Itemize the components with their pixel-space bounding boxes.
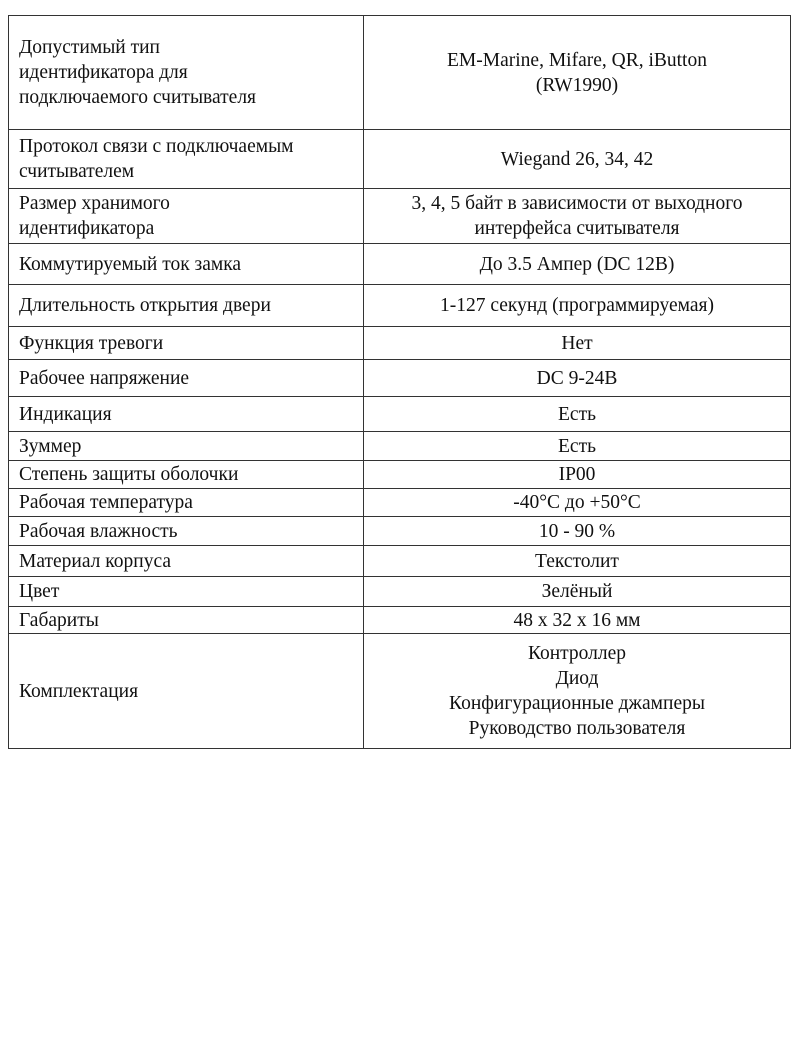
table-row xyxy=(9,607,791,634)
label-line: Цвет xyxy=(19,581,60,602)
value-line: Нет xyxy=(561,332,593,354)
table-row xyxy=(9,360,791,397)
value-line: 10 - 90 % xyxy=(538,520,616,542)
row-label xyxy=(9,461,364,489)
row-label xyxy=(9,285,364,327)
value-line: (RW1990) xyxy=(535,74,619,96)
row-label xyxy=(9,189,364,244)
row-value xyxy=(364,16,791,130)
value-line: DC 9-24В xyxy=(536,367,618,389)
row-label xyxy=(9,360,364,397)
row-label xyxy=(9,607,364,634)
row-value xyxy=(364,517,791,546)
row-label xyxy=(9,489,364,517)
row-value xyxy=(364,327,791,360)
row-value xyxy=(364,577,791,607)
row-value xyxy=(364,432,791,461)
table-row xyxy=(9,517,791,546)
value-line: Зелёный xyxy=(541,581,613,602)
row-label xyxy=(9,517,364,546)
label-line: Размер хранимого xyxy=(19,193,170,214)
row-label xyxy=(9,327,364,360)
row-label xyxy=(9,577,364,607)
label-line: Материал корпуса xyxy=(19,550,172,572)
label-line: Степень защиты оболочки xyxy=(19,464,239,485)
table-row xyxy=(9,189,791,244)
value-line: 3, 4, 5 байт в зависимости от выходного xyxy=(411,193,743,214)
value-line: Текстолит xyxy=(535,550,619,572)
label-line: Рабочая влажность xyxy=(19,520,178,542)
row-value xyxy=(364,546,791,577)
label-line: Рабочая температура xyxy=(19,492,193,513)
value-line: Руководство пользователя xyxy=(468,718,686,739)
table-row xyxy=(9,16,791,130)
value-line: EM-Marine, Mifare, QR, iButton xyxy=(447,49,707,71)
label-line: подключаемого считывателя xyxy=(19,87,257,108)
label-line: Протокол связи с подключаемым xyxy=(19,136,294,157)
value-line: 48 х 32 х 16 мм xyxy=(513,609,641,631)
row-value xyxy=(364,607,791,634)
value-line: Диод xyxy=(555,668,599,689)
row-label xyxy=(9,634,364,749)
table-row xyxy=(9,130,791,189)
table-row xyxy=(9,327,791,360)
table-row xyxy=(9,432,791,461)
row-label xyxy=(9,244,364,285)
label-line: Функция тревоги xyxy=(19,332,164,354)
row-label xyxy=(9,432,364,461)
row-value xyxy=(364,489,791,517)
label-line: Коммутируемый ток замка xyxy=(19,253,242,275)
row-value xyxy=(364,244,791,285)
table-row xyxy=(9,634,791,749)
label-line: Габариты xyxy=(19,609,99,631)
value-line: 1-127 секунд (программируемая) xyxy=(439,295,714,316)
table-row xyxy=(9,577,791,607)
table-row xyxy=(9,244,791,285)
row-value xyxy=(364,461,791,489)
label-line: Допустимый тип xyxy=(19,37,160,58)
value-line: Конфигурационные джамперы xyxy=(449,693,705,714)
table-row xyxy=(9,397,791,432)
row-label xyxy=(9,130,364,189)
label-line: Длительность открытия двери xyxy=(19,295,271,316)
value-line: Контроллер xyxy=(527,643,627,664)
row-value xyxy=(364,397,791,432)
label-line: считывателем xyxy=(19,161,135,182)
value-line: интерфейса считывателя xyxy=(474,218,680,239)
row-label xyxy=(9,546,364,577)
label-line: Рабочее напряжение xyxy=(19,367,190,389)
value-line: Есть xyxy=(558,435,596,457)
table-row xyxy=(9,489,791,517)
label-line: Зуммер xyxy=(19,435,82,457)
row-label xyxy=(9,397,364,432)
row-value xyxy=(364,360,791,397)
table-row xyxy=(9,461,791,489)
row-value xyxy=(364,285,791,327)
value-line: Есть xyxy=(558,403,596,425)
specifications-table xyxy=(8,15,791,749)
value-line: До 3.5 Ампер (DC 12В) xyxy=(479,253,675,275)
label-line: Комплектация xyxy=(19,680,139,702)
value-line: Wiegand 26, 34, 42 xyxy=(500,148,654,170)
row-value xyxy=(364,189,791,244)
row-label xyxy=(9,16,364,130)
value-line: IP00 xyxy=(558,464,596,485)
row-value xyxy=(364,130,791,189)
row-value xyxy=(364,634,791,749)
label-line: Индикация xyxy=(19,403,112,425)
table-row xyxy=(9,546,791,577)
label-line: идентификатора для xyxy=(19,62,188,83)
value-line: -40°С до +50°С xyxy=(513,492,641,513)
table-row xyxy=(9,285,791,327)
label-line: идентификатора xyxy=(19,218,155,239)
